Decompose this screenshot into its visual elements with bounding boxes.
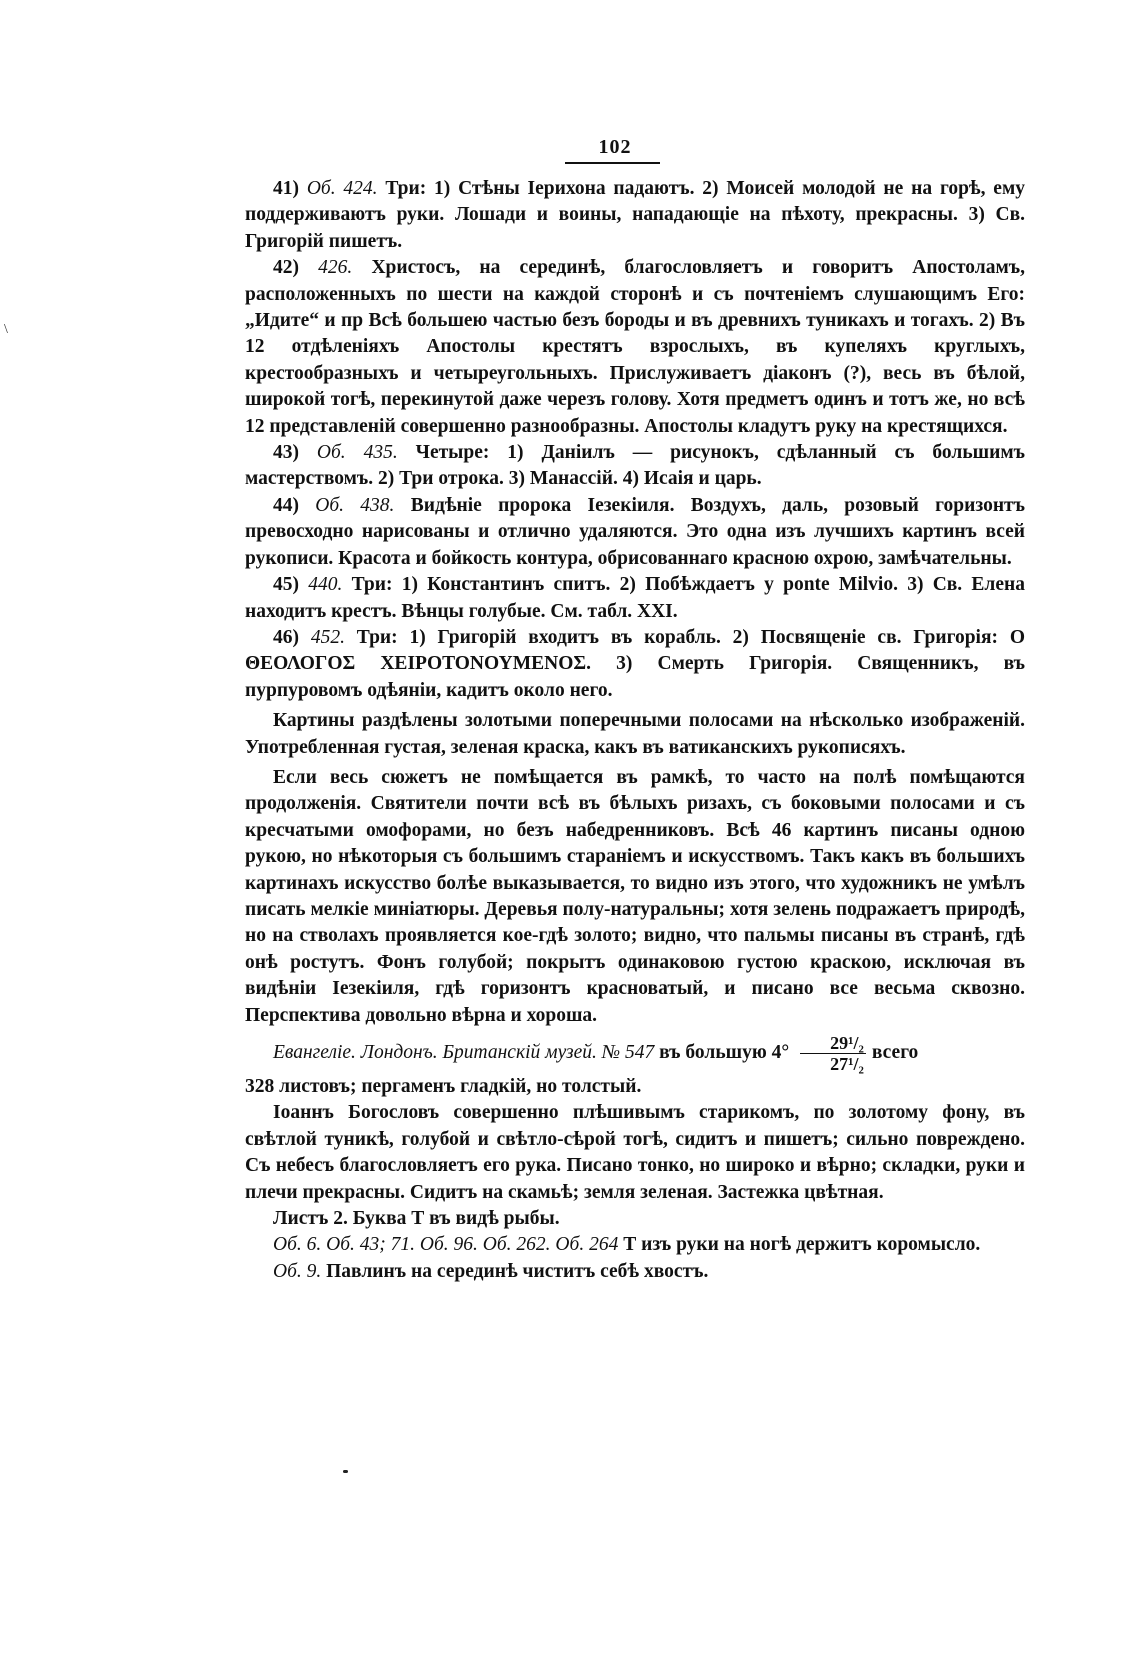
margin-mark: \ bbox=[4, 322, 8, 337]
paragraph bbox=[245, 1206, 1025, 1232]
paragraph-text: Іоаннъ Богословъ совершенно плѣшивымъ старикомъ, по золотому фону, въ свѣтлой туникѣ, голубой и свѣтло-сѣрой тогѣ, сидитъ и пишетъ; сильно повреждено. Съ небесъ благословляетъ его рука. Писано тонко, но широко и вѣрно; складки, руки и плечи прекрасны. Сидитъ на скамьѣ; земля зеленая. Застежка цвѣтная. bbox=[245, 1102, 1025, 1203]
paragraph-text: Четыре: 1) Даніилъ — рисунокъ, сдѣланный съ большимъ мастерствомъ. 2) Три отрока. 3) Манассій. 4) Исаія и царь. bbox=[245, 442, 1026, 490]
paragraph-group-entries bbox=[245, 176, 1025, 1029]
paragraph bbox=[245, 440, 1025, 493]
folio-reference: 440. bbox=[308, 574, 343, 596]
manuscript-format: въ большую 4° bbox=[654, 1041, 790, 1063]
paragraph bbox=[245, 176, 1025, 255]
paragraph bbox=[245, 765, 1025, 1029]
paragraph-text: Три: 1) Константинъ спитъ. 2) Побѣждаетъ у ponte Milvio. 3) Св. Елена находитъ крестъ. Вѣнцы голубые. См. табл. XXI. bbox=[245, 574, 1026, 622]
entry-number: 44) bbox=[273, 494, 316, 516]
fraction-numerator: 29¹/₂ bbox=[800, 1033, 866, 1054]
fraction-denominator: 27¹/₂ bbox=[830, 1054, 864, 1074]
folio-reference: Об. 9. bbox=[273, 1260, 322, 1282]
paragraph bbox=[245, 1232, 1025, 1258]
paragraph bbox=[245, 708, 1025, 761]
paragraph bbox=[245, 1259, 1025, 1285]
entry-number: 45) bbox=[273, 574, 309, 596]
paragraph bbox=[245, 255, 1025, 440]
folio-reference: Об. 6. Об. 43; 71. Об. 96. Об. 262. Об. 264 bbox=[273, 1234, 619, 1256]
paragraph-group-description bbox=[245, 1100, 1025, 1285]
paragraph-text: Если весь сюжетъ не помѣщается въ рамкѣ, то часто на полѣ помѣщаются продолженія. Святители почти всѣ въ бѣлыхъ ризахъ, съ боковыми полосами и съ кресчатыми омофорами, но безъ набедренниковъ. Всѣ 46 картинъ писаны одною рукою, но нѣкоторыя съ большимъ стараніемъ и искусствомъ. Такъ какъ въ большихъ картинахъ искусство болѣе выказывается, то видно изъ этого, что художникъ не умѣлъ писать мелкіе миніатюры. Деревья полу-натуральны; хотя зелень подражаетъ природѣ, но на стволахъ проявляется кое-гдѣ золото; видно, что пальмы писаны въ странѣ, гдѣ онѣ ростутъ. Фонъ голубой; покрытъ одинаковою густою краскою, исключая въ видѣніи Іезекіиля, гдѣ горизонтъ красноватый, и писано все весьма сквозно. Перспектива довольно вѣрна и хороша. bbox=[245, 766, 1025, 1026]
paragraph bbox=[245, 493, 1025, 572]
paragraph bbox=[245, 1100, 1025, 1206]
paragraph-text: Павлинъ на серединѣ чиститъ себѣ хвостъ. bbox=[321, 1260, 709, 1282]
entry-number: 41) bbox=[273, 178, 307, 199]
entry-number: 46) bbox=[273, 626, 311, 648]
folio-reference: Об. 424. bbox=[306, 178, 378, 199]
paragraph-text: Листъ 2. Буква Т въ видѣ рыбы. bbox=[273, 1208, 560, 1230]
entry-number: 42) bbox=[273, 257, 319, 279]
paragraph bbox=[245, 572, 1025, 625]
entry-number: 43) bbox=[273, 442, 317, 464]
page-number: 102 bbox=[598, 136, 632, 158]
folio-reference: 426. bbox=[318, 257, 353, 279]
paragraph-text: Картины раздѣлены золотыми поперечными полосами на нѣсколько изображеній. Употребленная густая, зеленая краска, какъ въ ватиканскихъ рукописяхъ. bbox=[245, 710, 1025, 758]
paragraph-text: Христосъ, на серединѣ, благословляетъ и говоритъ Апостоламъ, расположенныхъ по шести на каждой сторонѣ и съ почтеніемъ слушающимъ Его: „Идите“ и пр Всѣ большею частью безъ бороды и въ древнихъ туникахъ и тогахъ. 2) Въ 12 отдѣленіяхъ Апостолы крестятъ взрослыхъ, въ купеляхъ круглыхъ, крестообразныхъ и четыреугольныхъ. Прислуживаетъ діаконъ (?), весь въ бѣлой, широкой тогѣ, перекинутой даже черезъ голову. Хотя предметъ одинъ и тотъ же, но всѣ 12 представленій совершенно разнообразны. Апостолы кладутъ руку на крестящихся. bbox=[245, 257, 1025, 437]
body-text bbox=[245, 176, 1025, 1285]
manuscript-heading bbox=[245, 1033, 1025, 1074]
paragraph bbox=[245, 625, 1025, 704]
paragraph-text: Т изъ руки на ногѣ держитъ коромысло. bbox=[618, 1234, 981, 1256]
manuscript-total: всего bbox=[871, 1041, 919, 1063]
paragraph-text: Три: 1) Григорій входитъ въ корабль. 2) Посвященіе св. Григорія: Ο ΘΕΟΛΟΓΟΣ ΧΕΙΡΟΤΟΝΟΥΜΕΝΟΣ. 3) Смерть Григорія. Священникъ, въ пурпуровомъ одѣяніи, кадитъ около него. bbox=[245, 626, 1026, 701]
folio-reference: 452. bbox=[310, 626, 345, 648]
folio-reference: Об. 435. bbox=[316, 442, 398, 464]
manuscript-title: Евангеліе. Лондонъ. Британскій музей. № 547 bbox=[273, 1041, 655, 1063]
manuscript-continuation: 328 листовъ; пергаменъ гладкій, но толстый. bbox=[245, 1076, 642, 1097]
page-number-rule bbox=[565, 162, 660, 164]
leaf-size-fraction bbox=[800, 1033, 866, 1074]
paragraph-text: Видѣніе пророка Іезекіиля. Воздухъ, даль, розовый горизонтъ превосходно нарисованы и отлично удаляются. Это одна изъ лучшихъ картинъ всей рукописи. Красота и бойкость контура, обрисованнаго красною охрою, замѣчательны. bbox=[245, 494, 1025, 569]
paragraph-text: Три: 1) Стѣны Іерихона падаютъ. 2) Моисей молодой не на горѣ, ему поддерживаютъ руки. Лошади и воины, нападающіе на пѣхоту, прекрасны. 3) Св. Григорій пишетъ. bbox=[245, 178, 1025, 252]
stray-dot bbox=[343, 1470, 348, 1473]
folio-reference: Об. 438. bbox=[315, 494, 395, 516]
